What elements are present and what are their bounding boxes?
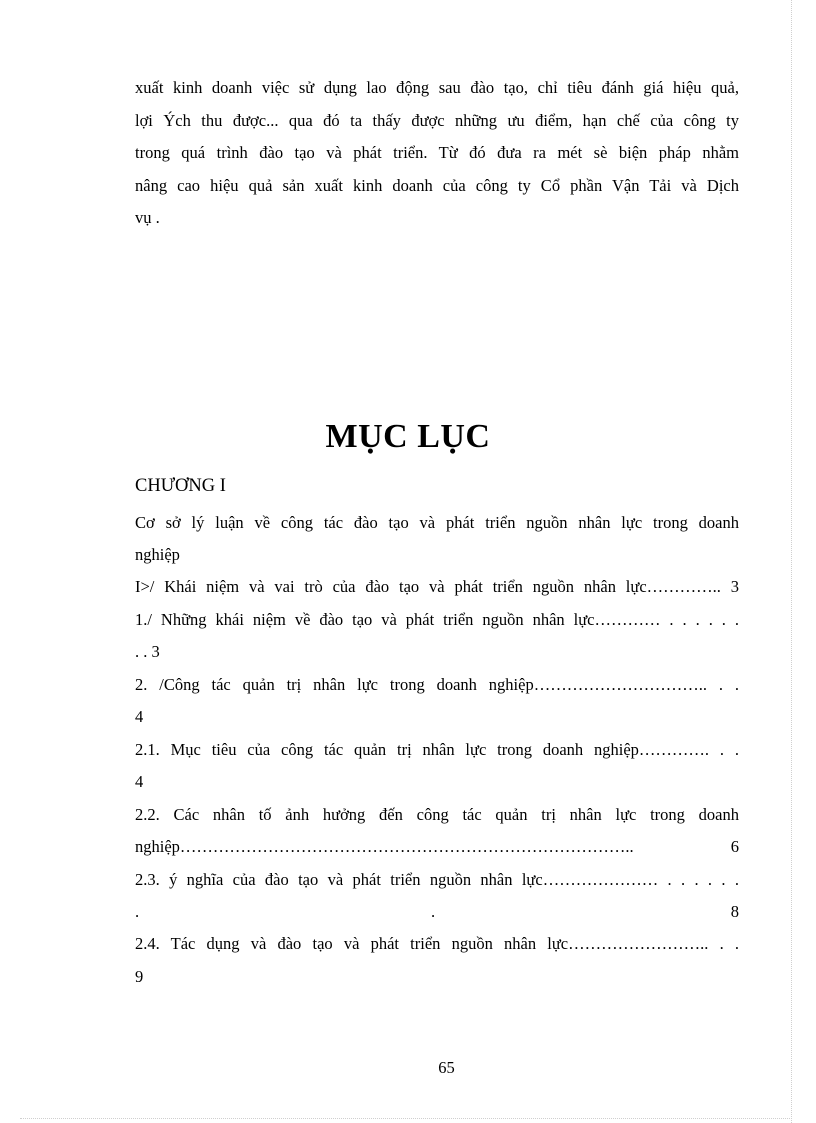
toc-entry-text: 2.2. Các nhân tố ảnh hưởng đến công tác quản trị nhân lực trong doanh: [135, 805, 739, 824]
toc-chapter-title: [135, 513, 739, 533]
toc-line: nghiệp: [135, 545, 180, 564]
toc-entry[interactable]: [135, 805, 739, 825]
toc-entry[interactable]: [135, 740, 739, 760]
intro-line: vụ .: [135, 208, 160, 228]
toc-entry-text: 2.4. Tác dụng và đào tạo và phát triển nguồn nhân lực…………………….. . .: [135, 934, 739, 953]
toc-entry-page: 4: [135, 707, 144, 726]
toc-entry: [135, 837, 739, 857]
page-bottom-border: [20, 1118, 792, 1119]
toc-entry-page: 4: [135, 772, 144, 791]
intro-line: lợi Ých thu được... qua đó ta thấy được những ưu điểm, hạn chế của công ty: [135, 110, 739, 130]
page-border: [791, 0, 792, 1123]
intro-paragraph: [135, 72, 739, 235]
intro-line: nâng cao hiệu quả sản xuất kinh doanh của công ty Cổ phần Vận Tải và Dịch: [135, 175, 739, 195]
toc-entry[interactable]: [135, 934, 739, 954]
toc-entry-text: nghiệp……………………………………………………………………….. 6: [135, 837, 739, 856]
toc-entry[interactable]: [135, 610, 739, 630]
toc-entry-text: 1./ Những khái niệm về đào tạo và phát triển nguồn nhân lực………… . . . . . .: [135, 610, 739, 629]
toc-entry-text: 2.1. Mục tiêu của công tác quản trị nhân lực trong doanh nghiệp…………. . .: [135, 740, 739, 759]
intro-line: trong quá trình đào tạo và phát triển. Từ đó đưa ra mét sè biện pháp nhằm: [135, 143, 739, 163]
toc-entry[interactable]: [135, 675, 739, 695]
toc-entry-text: I>/ Khái niệm và vai trò của đào tạo và phát triển nguồn nhân lực………….. 3: [135, 577, 739, 596]
toc-dot: .: [431, 902, 436, 921]
page-number: 65: [438, 1058, 455, 1077]
toc-entry[interactable]: [135, 870, 739, 890]
toc-entry-page: . . 3: [135, 642, 160, 661]
toc-chapter-heading: CHƯƠNG I: [135, 476, 226, 496]
toc-entry[interactable]: [135, 577, 739, 597]
toc-dot: .: [135, 902, 140, 921]
toc-entry-text: 2.3. ý nghĩa của đào tạo và phát triển nguồn nhân lực………………… . . . . . .: [135, 870, 739, 889]
toc-line: Cơ sở lý luận về công tác đào tạo và phát triển nguồn nhân lực trong doanh: [135, 513, 739, 532]
toc-entry-page: 9: [135, 967, 144, 986]
intro-line: xuất kinh doanh việc sử dụng lao động sau đào tạo, chỉ tiêu đánh giá hiệu quả,: [135, 78, 739, 97]
toc-title: MỤC LỤC: [325, 418, 491, 455]
toc-entry-text: 2. /Công tác quản trị nhân lực trong doanh nghiệp………………………….. . .: [135, 675, 739, 694]
toc-entry-page: 8: [730, 902, 739, 921]
